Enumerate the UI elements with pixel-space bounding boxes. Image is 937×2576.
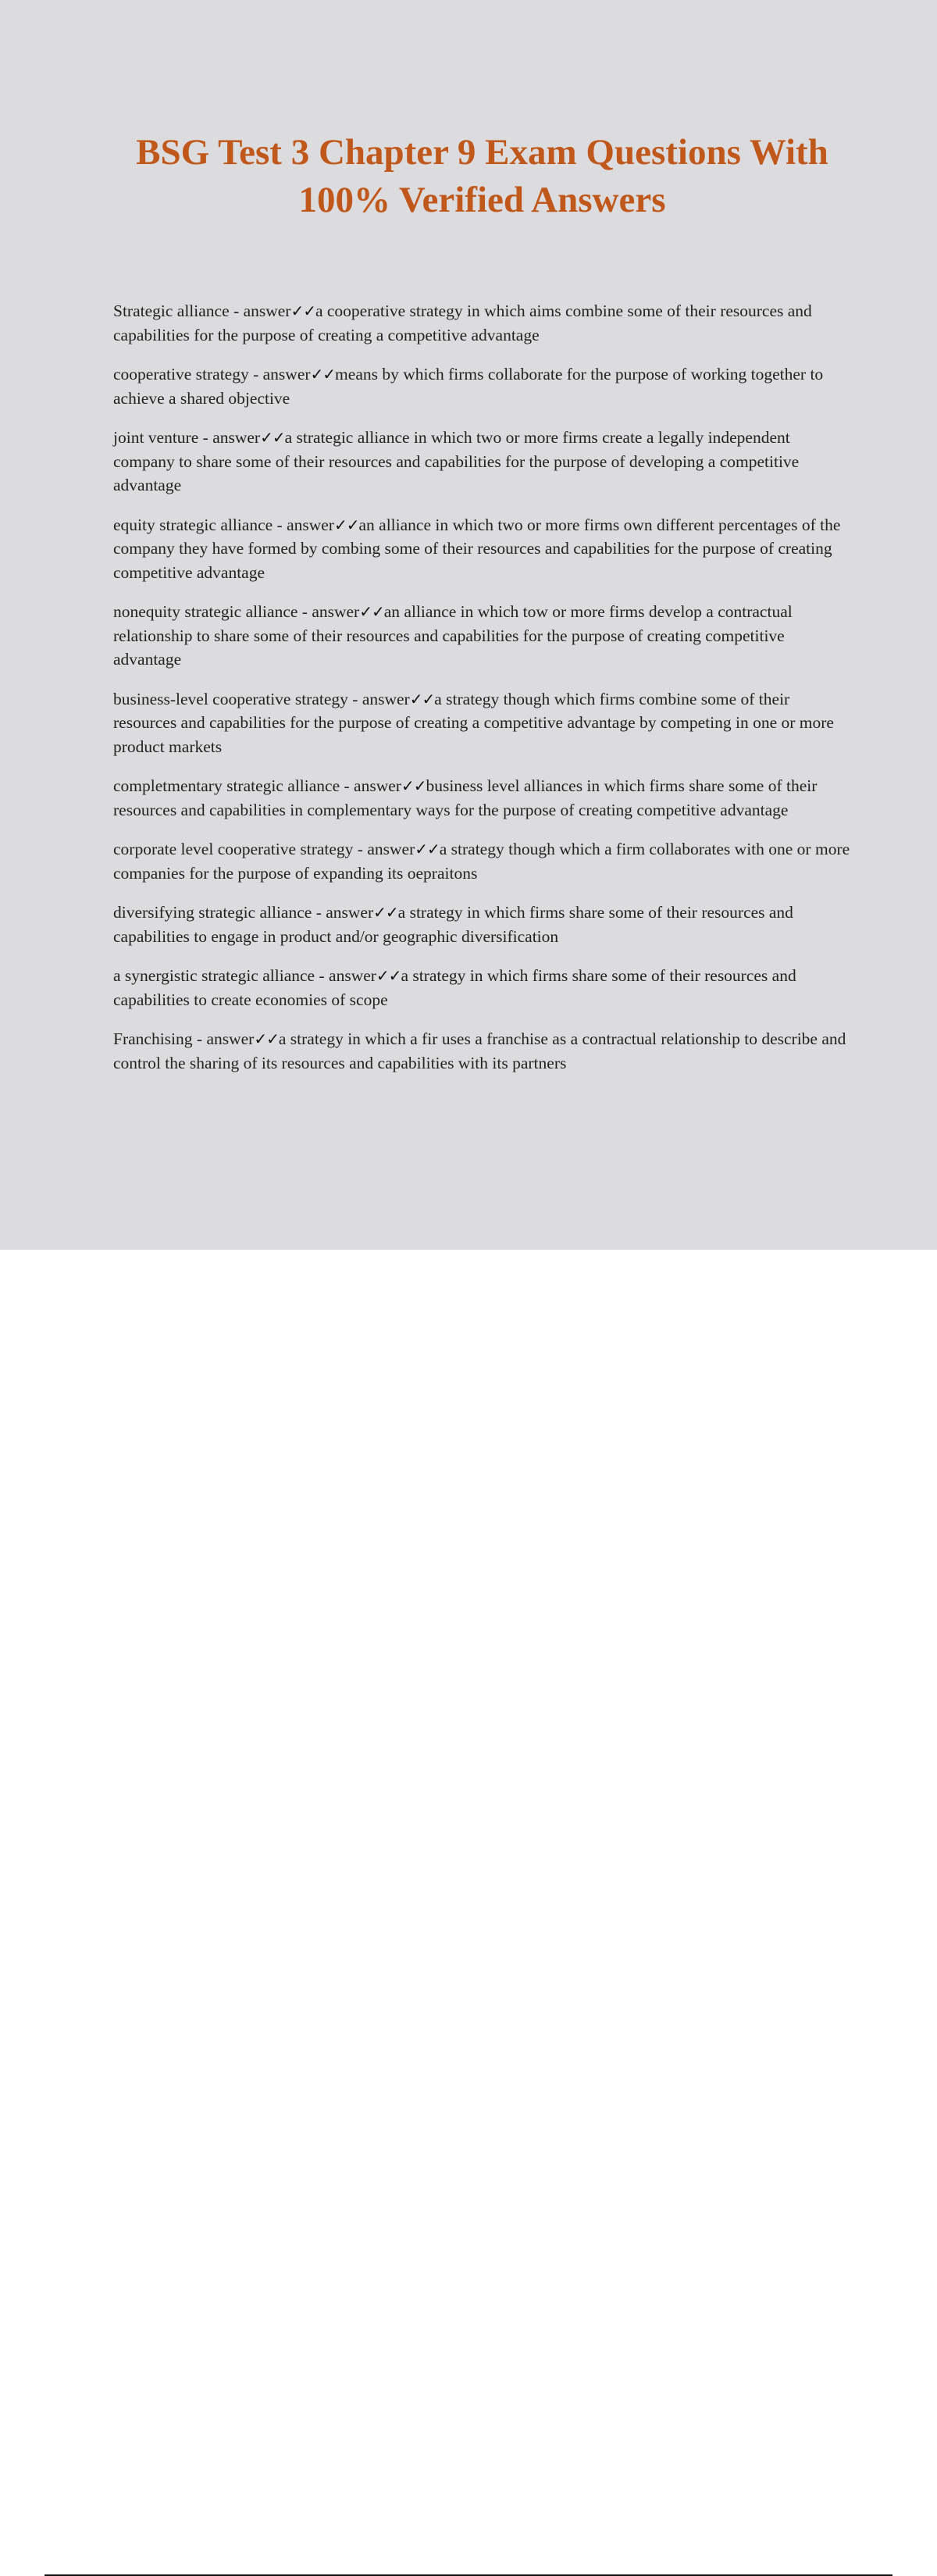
answer-label: answer <box>243 301 291 320</box>
entry-definition: a strategy in which a fir uses a franchise as a contractual relationship to describe and control the sharing of its resources and capabilities with its partners <box>113 1029 846 1072</box>
answer-label: answer <box>367 840 415 858</box>
document-page <box>0 0 937 1250</box>
entry-term: cooperative strategy <box>113 365 249 384</box>
entry-definition: an alliance in which tow or more firms develop a contractual relationship to share some of their resources and capabilities for the purpose of creating competitive advantage <box>113 602 793 669</box>
entry-separator: - <box>347 689 362 708</box>
double-check-icon: ✓✓ <box>401 776 426 795</box>
entry-term: joint venture <box>113 428 199 447</box>
double-check-icon: ✓✓ <box>290 301 315 320</box>
entry-definition: a strategy though which a firm collaborates with one or more companies for the purpose of expanding its oepraitons <box>113 840 850 883</box>
qa-entry <box>113 687 855 759</box>
answer-label: answer <box>287 515 334 534</box>
double-check-icon: ✓✓ <box>373 903 398 922</box>
entry-separator: - <box>198 428 213 447</box>
answer-label: answer <box>362 689 410 708</box>
entry-separator: - <box>229 301 244 320</box>
title-line-1: BSG Test 3 Chapter 9 Exam Questions With <box>136 132 828 173</box>
entry-separator: - <box>340 776 354 795</box>
entry-term: Strategic alliance <box>113 301 230 320</box>
document-title <box>78 129 886 224</box>
entry-separator: - <box>353 840 368 858</box>
page-footer <box>0 1250 937 1328</box>
qa-entry <box>113 426 855 498</box>
qa-entry <box>113 901 855 948</box>
entry-separator: - <box>273 515 287 534</box>
entry-definition: a strategy in which firms share some of their resources and capabilities to engage in product and/or geographic diversification <box>113 903 793 946</box>
qa-entry <box>113 513 855 585</box>
answer-label: answer <box>206 1029 255 1048</box>
double-check-icon: ✓✓ <box>333 515 359 534</box>
answer-label: answer <box>354 776 401 795</box>
entry-term: business-level cooperative strategy <box>113 689 348 708</box>
entry-separator: - <box>312 903 326 922</box>
double-check-icon: ✓✓ <box>260 428 285 447</box>
qa-list <box>113 299 855 1090</box>
entry-definition: a cooperative strategy in which aims combine some of their resources and capabilities for the purpose of creating a competitive advantage <box>113 301 812 344</box>
entry-term: a synergistic strategic alliance <box>113 966 315 985</box>
qa-entry <box>113 774 855 822</box>
answer-label: answer <box>212 428 261 447</box>
entry-definition: business level alliances in which firms share some of their resources and capabilities in complementary ways for the purpose of creating competitive advantage <box>113 776 818 819</box>
answer-label: answer <box>326 903 374 922</box>
double-check-icon: ✓✓ <box>409 689 435 708</box>
double-check-icon: ✓✓ <box>359 602 384 621</box>
double-check-icon: ✓✓ <box>376 966 401 985</box>
entry-separator: - <box>297 602 312 621</box>
entry-separator: - <box>192 1029 207 1048</box>
answer-label: answer <box>312 602 360 621</box>
entry-term: diversifying strategic alliance <box>113 903 312 922</box>
double-check-icon: ✓✓ <box>415 840 440 858</box>
entry-separator: - <box>248 365 263 384</box>
entry-definition: an alliance in which two or more firms own different percentages of the company they have formed by combing some of their resources and capabilities for the purpose of creating competitive advantage <box>113 515 841 582</box>
qa-entry <box>113 600 855 672</box>
answer-label: answer <box>329 966 376 985</box>
qa-entry <box>113 299 855 347</box>
qa-entry <box>113 964 855 1011</box>
answer-label: answer <box>262 365 311 384</box>
entry-term: equity strategic alliance <box>113 515 273 534</box>
entry-separator: - <box>315 966 330 985</box>
entry-definition: a strategic alliance in which two or more firms create a legally independent company to share some of their resources and capabilities for the purpose of developing a competitive advantage <box>113 428 800 494</box>
entry-term: completmentary strategic alliance <box>113 776 340 795</box>
entry-term: Franchising <box>113 1029 193 1048</box>
entry-term: nonequity strategic alliance <box>113 602 298 621</box>
double-check-icon: ✓✓ <box>254 1029 279 1048</box>
qa-entry <box>113 362 855 410</box>
qa-entry <box>113 1027 855 1075</box>
title-line-2: 100% Verified Answers <box>298 180 666 220</box>
entry-definition: a strategy though which firms combine some of their resources and capabilities for the purpose of creating a competitive advantage by competing in one or more product markets <box>113 689 834 756</box>
double-check-icon: ✓✓ <box>310 365 336 384</box>
qa-entry <box>113 837 855 885</box>
entry-term: corporate level cooperative strategy <box>113 840 354 858</box>
entry-definition: a strategy in which firms share some of their resources and capabilities to create economies of scope <box>113 966 796 1009</box>
entry-definition: means by which firms collaborate for the purpose of working together to achieve a shared objective <box>113 365 824 408</box>
